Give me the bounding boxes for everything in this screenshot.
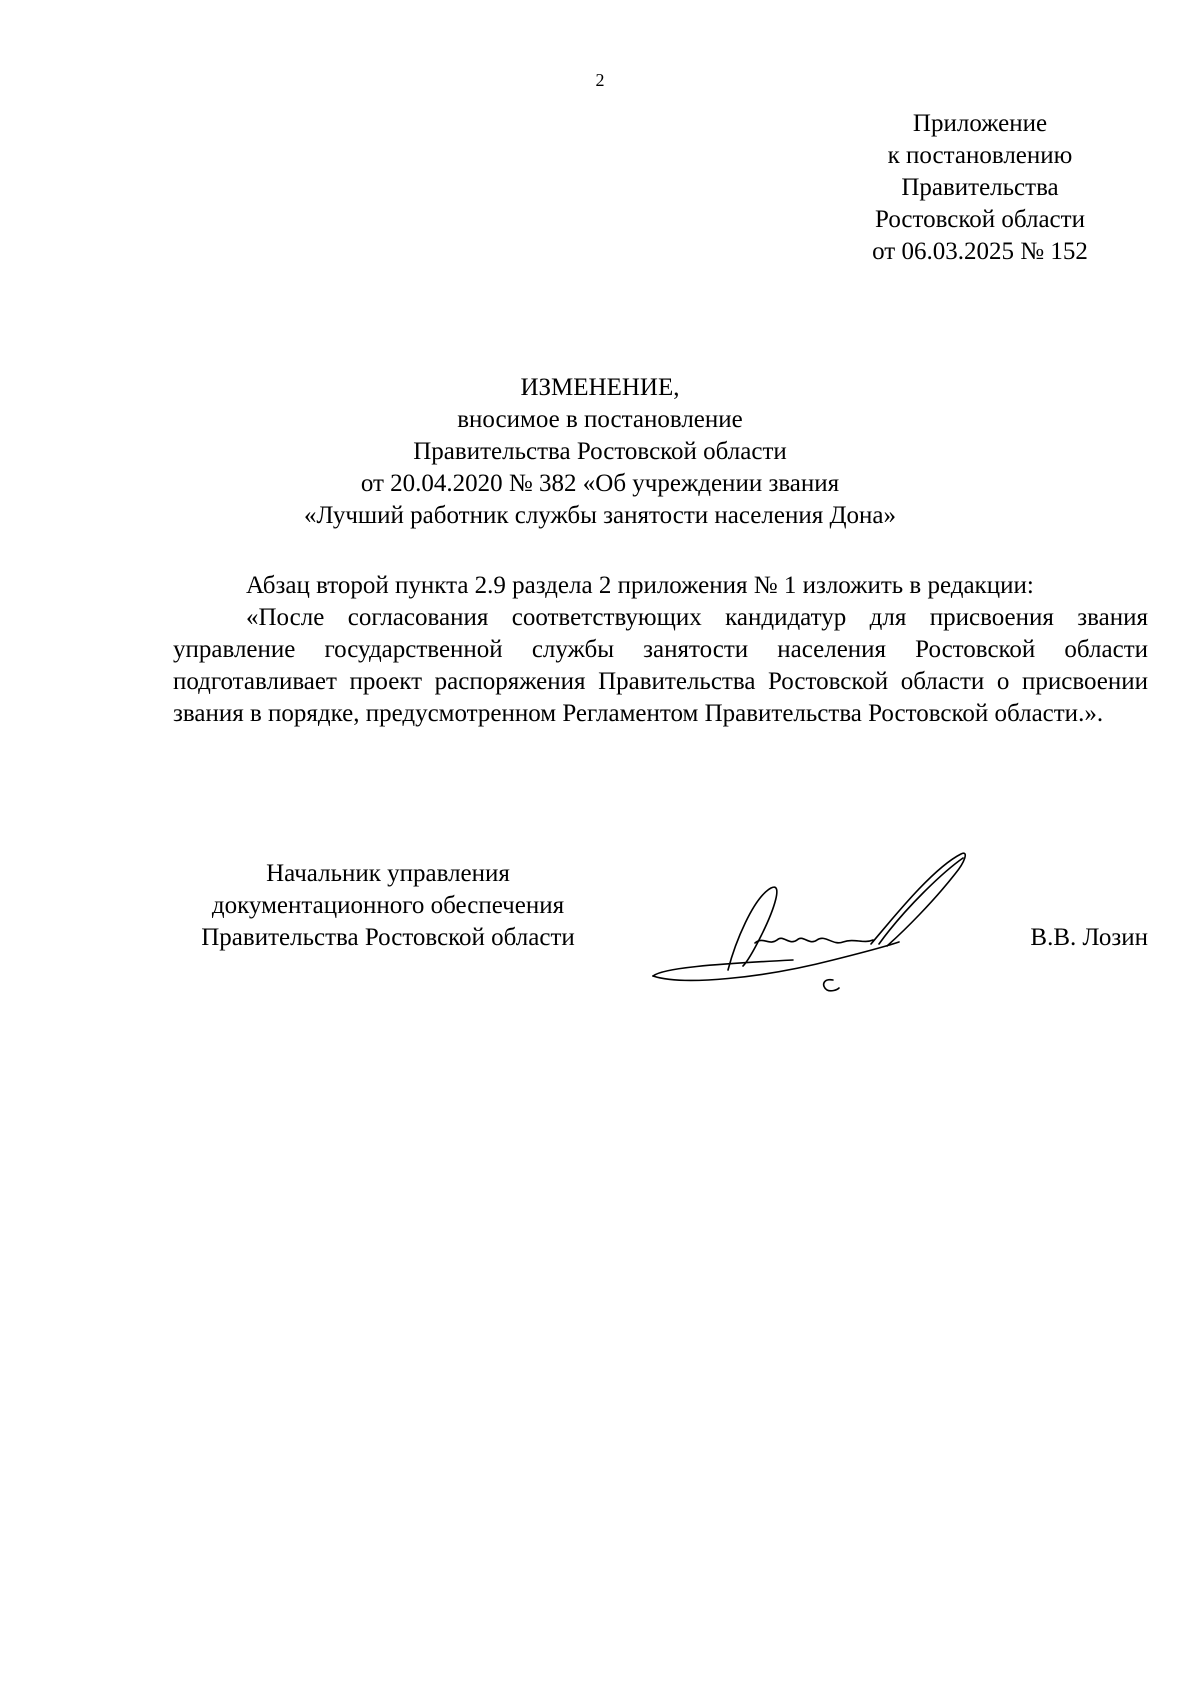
appendix-reference [820,108,1140,268]
title-line: вносимое в постановление [457,406,743,433]
title-line: ИЗМЕНЕНИЕ, [520,374,680,401]
signer-name: В.В. Лозин [1030,924,1148,951]
position-line: Начальник управления [266,860,510,887]
handwritten-signature [643,848,973,998]
signer-position [173,858,603,954]
intro-paragraph: Абзац второй пункта 2.9 раздела 2 приложения № 1 изложить в редакции: [246,572,1034,599]
document-body [173,570,1148,730]
appendix-line: Правительства [901,174,1059,201]
document-title [150,372,1050,532]
position-line: Правительства Ростовской области [201,924,575,951]
title-line: «Лучший работник службы занятости населения Дона» [304,502,896,529]
title-line: Правительства Ростовской области [413,438,787,465]
signature-block [173,858,1148,998]
page-number: 2 [595,70,605,90]
appendix-line: Приложение [912,110,1048,137]
position-line: документационного обеспечения [211,892,565,919]
appendix-line: от 06.03.2025 № 152 [872,238,1088,265]
title-line: от 20.04.2020 № 382 «Об учреждении звания [360,470,840,497]
appendix-line: Ростовской области [875,206,1085,233]
quoted-amendment: «После согласования соответствующих кандидатур для присвоения звания управление государственной службы занятости населения Ростовской области подготавливает проект распоряжения Правительства Ростовской области о присвоении звания в порядке, предусмотренном Регламентом Правительства Ростовской области.». [173,604,1148,727]
appendix-line: к постановлению [887,142,1073,169]
